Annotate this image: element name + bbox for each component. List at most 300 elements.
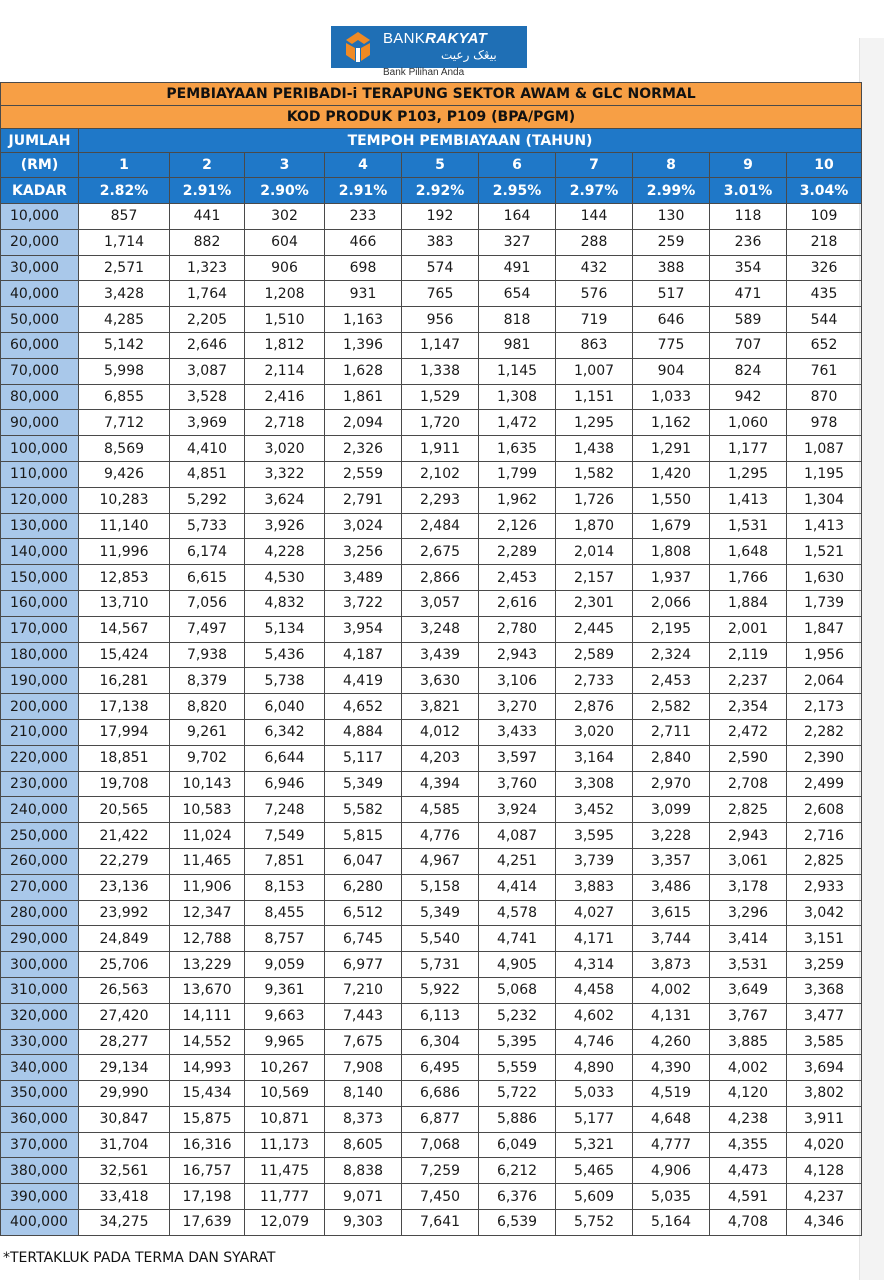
installment-cell: 3,087 — [170, 358, 245, 384]
installment-cell: 2,205 — [170, 307, 245, 333]
installment-cell: 5,177 — [556, 1106, 633, 1132]
table-row — [1, 332, 862, 358]
installment-cell: 1,550 — [633, 487, 710, 513]
installment-cell: 5,321 — [556, 1132, 633, 1158]
installment-cell: 2,293 — [402, 487, 479, 513]
installment-cell: 4,131 — [633, 1003, 710, 1029]
installment-cell: 1,799 — [479, 461, 556, 487]
table-row — [1, 848, 862, 874]
amount-cell: 330,000 — [1, 1029, 79, 1055]
amount-cell: 60,000 — [1, 332, 79, 358]
installment-cell: 11,996 — [79, 539, 170, 565]
bank-name-jawi: بيڠک رعيت — [441, 48, 497, 62]
table-row — [1, 874, 862, 900]
amount-cell: 380,000 — [1, 1158, 79, 1184]
installment-cell: 3,164 — [556, 745, 633, 771]
installment-cell: 3,969 — [170, 410, 245, 436]
installment-cell: 3,649 — [710, 977, 787, 1003]
installment-cell: 4,708 — [710, 1210, 787, 1236]
installment-cell: 2,282 — [787, 719, 862, 745]
installment-cell: 5,232 — [479, 1003, 556, 1029]
installment-cell: 3,106 — [479, 668, 556, 694]
installment-cell: 4,087 — [479, 823, 556, 849]
installment-cell: 354 — [710, 255, 787, 281]
table-row — [1, 1184, 862, 1210]
amount-cell: 250,000 — [1, 823, 79, 849]
installment-cell: 1,338 — [402, 358, 479, 384]
amount-cell: 140,000 — [1, 539, 79, 565]
installment-cell: 3,486 — [633, 874, 710, 900]
installment-cell: 863 — [556, 332, 633, 358]
installment-cell: 14,552 — [170, 1029, 245, 1055]
installment-cell: 27,420 — [79, 1003, 170, 1029]
installment-cell: 3,020 — [556, 719, 633, 745]
installment-cell: 2,066 — [633, 590, 710, 616]
installment-cell: 1,911 — [402, 436, 479, 462]
installment-cell: 8,455 — [245, 900, 325, 926]
bank-name-text: BANKRAKYAT — [383, 30, 488, 47]
installment-cell: 7,259 — [402, 1158, 479, 1184]
installment-cell: 7,549 — [245, 823, 325, 849]
table-row — [1, 204, 862, 230]
installment-cell: 4,776 — [402, 823, 479, 849]
table-row — [1, 410, 862, 436]
installment-cell: 11,024 — [170, 823, 245, 849]
installment-cell: 15,434 — [170, 1081, 245, 1107]
installment-cell: 1,764 — [170, 281, 245, 307]
installment-cell: 7,450 — [402, 1184, 479, 1210]
installment-cell: 26,563 — [79, 977, 170, 1003]
installment-cell: 2,416 — [245, 384, 325, 410]
bank-rakyat-emblem-icon — [343, 31, 373, 63]
installment-cell: 3,228 — [633, 823, 710, 849]
installment-cell: 4,012 — [402, 719, 479, 745]
installment-cell: 5,722 — [479, 1081, 556, 1107]
installment-cell: 10,283 — [79, 487, 170, 513]
rate-cell-5: 2.92% — [402, 178, 479, 204]
installment-cell: 1,766 — [710, 565, 787, 591]
installment-cell: 17,994 — [79, 719, 170, 745]
installment-cell: 4,285 — [79, 307, 170, 333]
installment-cell: 2,195 — [633, 616, 710, 642]
installment-cell: 4,652 — [325, 694, 402, 720]
amount-cell: 240,000 — [1, 797, 79, 823]
installment-cell: 327 — [479, 229, 556, 255]
installment-cell: 1,007 — [556, 358, 633, 384]
installment-cell: 4,578 — [479, 900, 556, 926]
table-row — [1, 1055, 862, 1081]
installment-cell: 4,648 — [633, 1106, 710, 1132]
amount-cell: 160,000 — [1, 590, 79, 616]
installment-cell: 7,851 — [245, 848, 325, 874]
installment-cell: 3,439 — [402, 642, 479, 668]
installment-cell: 3,296 — [710, 900, 787, 926]
installment-cell: 12,788 — [170, 926, 245, 952]
installment-cell: 4,237 — [787, 1184, 862, 1210]
installment-cell: 1,145 — [479, 358, 556, 384]
installment-cell: 4,002 — [633, 977, 710, 1003]
installment-cell: 2,616 — [479, 590, 556, 616]
table-row — [1, 694, 862, 720]
amount-cell: 220,000 — [1, 745, 79, 771]
installment-cell: 5,582 — [325, 797, 402, 823]
installment-cell: 4,746 — [556, 1029, 633, 1055]
installment-cell: 3,760 — [479, 771, 556, 797]
rate-cell-1: 2.82% — [79, 178, 170, 204]
installment-cell: 21,422 — [79, 823, 170, 849]
installment-cell: 23,136 — [79, 874, 170, 900]
installment-cell: 818 — [479, 307, 556, 333]
installment-cell: 432 — [556, 255, 633, 281]
installment-cell: 6,877 — [402, 1106, 479, 1132]
installment-cell: 4,410 — [170, 436, 245, 462]
year-header-1: 1 — [79, 153, 170, 178]
installment-cell: 24,849 — [79, 926, 170, 952]
installment-cell: 11,475 — [245, 1158, 325, 1184]
installment-cell: 2,102 — [402, 461, 479, 487]
installment-cell: 978 — [787, 410, 862, 436]
table-row — [1, 797, 862, 823]
table-row — [1, 255, 862, 281]
table-row — [1, 952, 862, 978]
amount-cell: 20,000 — [1, 229, 79, 255]
installment-cell: 2,445 — [556, 616, 633, 642]
installment-cell: 4,473 — [710, 1158, 787, 1184]
installment-cell: 4,851 — [170, 461, 245, 487]
installment-cell: 652 — [787, 332, 862, 358]
installment-cell: 3,924 — [479, 797, 556, 823]
installment-cell: 383 — [402, 229, 479, 255]
installment-cell: 4,171 — [556, 926, 633, 952]
year-header-6: 6 — [479, 153, 556, 178]
installment-cell: 4,355 — [710, 1132, 787, 1158]
installment-cell: 5,998 — [79, 358, 170, 384]
installment-cell: 236 — [710, 229, 787, 255]
installment-cell: 775 — [633, 332, 710, 358]
installment-cell: 6,539 — [479, 1210, 556, 1236]
rate-cell-10: 3.04% — [787, 178, 862, 204]
installment-cell: 6,376 — [479, 1184, 556, 1210]
installment-cell: 31,704 — [79, 1132, 170, 1158]
installment-cell: 13,670 — [170, 977, 245, 1003]
installment-cell: 6,855 — [79, 384, 170, 410]
rate-cell-8: 2.99% — [633, 178, 710, 204]
installment-cell: 16,757 — [170, 1158, 245, 1184]
amount-cell: 210,000 — [1, 719, 79, 745]
installment-cell: 3,414 — [710, 926, 787, 952]
table-row — [1, 1158, 862, 1184]
installment-cell: 3,433 — [479, 719, 556, 745]
installment-cell: 2,324 — [633, 642, 710, 668]
installment-cell: 5,733 — [170, 513, 245, 539]
installment-cell: 2,646 — [170, 332, 245, 358]
amount-cell: 90,000 — [1, 410, 79, 436]
installment-cell: 10,871 — [245, 1106, 325, 1132]
installment-cell: 5,035 — [633, 1184, 710, 1210]
installment-cell: 6,113 — [402, 1003, 479, 1029]
installment-cell: 8,820 — [170, 694, 245, 720]
installment-cell: 8,757 — [245, 926, 325, 952]
installment-cell: 130 — [633, 204, 710, 230]
installment-cell: 3,821 — [402, 694, 479, 720]
installment-cell: 604 — [245, 229, 325, 255]
installment-cell: 7,056 — [170, 590, 245, 616]
installment-cell: 10,569 — [245, 1081, 325, 1107]
installment-cell: 2,791 — [325, 487, 402, 513]
installment-cell: 3,151 — [787, 926, 862, 952]
installment-cell: 4,120 — [710, 1081, 787, 1107]
installment-cell: 3,042 — [787, 900, 862, 926]
installment-cell: 3,597 — [479, 745, 556, 771]
installment-cell: 2,094 — [325, 410, 402, 436]
installment-cell: 3,489 — [325, 565, 402, 591]
amount-cell: 170,000 — [1, 616, 79, 642]
installment-cell: 2,173 — [787, 694, 862, 720]
table-row — [1, 1081, 862, 1107]
installment-cell: 2,453 — [479, 565, 556, 591]
installment-cell: 3,767 — [710, 1003, 787, 1029]
amount-cell: 10,000 — [1, 204, 79, 230]
installment-cell: 1,861 — [325, 384, 402, 410]
installment-cell: 1,726 — [556, 487, 633, 513]
amount-cell: 100,000 — [1, 436, 79, 462]
installment-cell: 10,267 — [245, 1055, 325, 1081]
installment-cell: 3,926 — [245, 513, 325, 539]
table-row — [1, 1106, 862, 1132]
installment-cell: 2,326 — [325, 436, 402, 462]
installment-cell: 4,390 — [633, 1055, 710, 1081]
installment-cell: 8,838 — [325, 1158, 402, 1184]
bank-tagline: Bank Pilihan Anda — [383, 67, 465, 78]
installment-cell: 8,140 — [325, 1081, 402, 1107]
installment-cell: 654 — [479, 281, 556, 307]
installment-cell: 23,992 — [79, 900, 170, 926]
installment-cell: 3,099 — [633, 797, 710, 823]
installment-cell: 2,866 — [402, 565, 479, 591]
installment-cell: 3,248 — [402, 616, 479, 642]
table-row — [1, 745, 862, 771]
installment-cell: 1,648 — [710, 539, 787, 565]
table-row — [1, 642, 862, 668]
installment-cell: 8,569 — [79, 436, 170, 462]
installment-cell: 6,304 — [402, 1029, 479, 1055]
table-row — [1, 926, 862, 952]
installment-cell: 7,675 — [325, 1029, 402, 1055]
installment-cell: 5,752 — [556, 1210, 633, 1236]
table-row — [1, 1132, 862, 1158]
installment-cell: 302 — [245, 204, 325, 230]
installment-cell: 761 — [787, 358, 862, 384]
scrollbar[interactable] — [859, 38, 884, 1280]
terms-footnote: *TERTAKLUK PADA TERMA DAN SYARAT — [3, 1250, 276, 1266]
installment-cell: 1,177 — [710, 436, 787, 462]
installment-cell: 14,993 — [170, 1055, 245, 1081]
installment-cell: 1,521 — [787, 539, 862, 565]
installment-cell: 1,147 — [402, 332, 479, 358]
installment-cell: 6,047 — [325, 848, 402, 874]
installment-cell: 2,876 — [556, 694, 633, 720]
installment-cell: 3,357 — [633, 848, 710, 874]
installment-cell: 15,875 — [170, 1106, 245, 1132]
installment-cell: 4,602 — [556, 1003, 633, 1029]
year-header-5: 5 — [402, 153, 479, 178]
installment-cell: 707 — [710, 332, 787, 358]
installment-cell: 6,040 — [245, 694, 325, 720]
table-row — [1, 1210, 862, 1236]
table-row — [1, 461, 862, 487]
installment-cell: 5,731 — [402, 952, 479, 978]
installment-cell: 3,428 — [79, 281, 170, 307]
installment-cell: 544 — [787, 307, 862, 333]
installment-cell: 6,342 — [245, 719, 325, 745]
year-header-3: 3 — [245, 153, 325, 178]
installment-cell: 22,279 — [79, 848, 170, 874]
installment-cell: 2,114 — [245, 358, 325, 384]
installment-cell: 435 — [787, 281, 862, 307]
installment-cell: 15,424 — [79, 642, 170, 668]
installment-cell: 1,208 — [245, 281, 325, 307]
installment-cell: 3,259 — [787, 952, 862, 978]
installment-cell: 5,292 — [170, 487, 245, 513]
table-row — [1, 307, 862, 333]
installment-cell: 8,605 — [325, 1132, 402, 1158]
installment-cell: 1,413 — [787, 513, 862, 539]
installment-cell: 7,210 — [325, 977, 402, 1003]
installment-cell: 1,060 — [710, 410, 787, 436]
amount-cell: 340,000 — [1, 1055, 79, 1081]
installment-cell: 491 — [479, 255, 556, 281]
installment-cell: 4,884 — [325, 719, 402, 745]
amount-cell: 390,000 — [1, 1184, 79, 1210]
amount-cell: 40,000 — [1, 281, 79, 307]
amount-cell: 350,000 — [1, 1081, 79, 1107]
installment-cell: 1,937 — [633, 565, 710, 591]
installment-cell: 1,679 — [633, 513, 710, 539]
installment-cell: 904 — [633, 358, 710, 384]
installment-cell: 5,886 — [479, 1106, 556, 1132]
installment-cell: 2,716 — [787, 823, 862, 849]
installment-cell: 6,977 — [325, 952, 402, 978]
installment-cell: 13,229 — [170, 952, 245, 978]
installment-cell: 259 — [633, 229, 710, 255]
installment-cell: 2,484 — [402, 513, 479, 539]
installment-cell: 12,079 — [245, 1210, 325, 1236]
installment-cell: 3,630 — [402, 668, 479, 694]
installment-cell: 6,512 — [325, 900, 402, 926]
installment-cell: 6,280 — [325, 874, 402, 900]
installment-cell: 19,708 — [79, 771, 170, 797]
installment-cell: 9,663 — [245, 1003, 325, 1029]
installment-cell: 4,890 — [556, 1055, 633, 1081]
installment-cell: 5,349 — [325, 771, 402, 797]
amount-cell: 120,000 — [1, 487, 79, 513]
table-row — [1, 539, 862, 565]
installment-cell: 1,162 — [633, 410, 710, 436]
amount-cell: 370,000 — [1, 1132, 79, 1158]
installment-cell: 6,174 — [170, 539, 245, 565]
installment-cell: 1,812 — [245, 332, 325, 358]
installment-cell: 4,832 — [245, 590, 325, 616]
installment-cell: 3,911 — [787, 1106, 862, 1132]
installment-cell: 3,624 — [245, 487, 325, 513]
installment-cell: 6,644 — [245, 745, 325, 771]
installment-cell: 1,151 — [556, 384, 633, 410]
installment-cell: 9,965 — [245, 1029, 325, 1055]
installment-cell: 3,531 — [710, 952, 787, 978]
installment-cell: 388 — [633, 255, 710, 281]
installment-cell: 3,739 — [556, 848, 633, 874]
installment-cell: 5,349 — [402, 900, 479, 926]
installment-cell: 2,943 — [710, 823, 787, 849]
installment-cell: 5,142 — [79, 332, 170, 358]
tenure-header: TEMPOH PEMBIAYAAN (TAHUN) — [79, 129, 862, 153]
installment-cell: 5,164 — [633, 1210, 710, 1236]
installment-cell: 2,675 — [402, 539, 479, 565]
installment-cell: 2,001 — [710, 616, 787, 642]
installment-cell: 1,870 — [556, 513, 633, 539]
installment-cell: 28,277 — [79, 1029, 170, 1055]
table-row — [1, 384, 862, 410]
installment-cell: 10,143 — [170, 771, 245, 797]
amount-cell: 30,000 — [1, 255, 79, 281]
installment-cell: 29,990 — [79, 1081, 170, 1107]
table-title: PEMBIAYAAN PERIBADI-i TERAPUNG SEKTOR AWAM & GLC NORMAL — [1, 83, 862, 106]
installment-cell: 3,802 — [787, 1081, 862, 1107]
installment-cell: 1,531 — [710, 513, 787, 539]
amount-cell: 130,000 — [1, 513, 79, 539]
installment-cell: 1,087 — [787, 436, 862, 462]
installment-cell: 2,301 — [556, 590, 633, 616]
installment-cell: 11,140 — [79, 513, 170, 539]
installment-cell: 5,117 — [325, 745, 402, 771]
installment-cell: 233 — [325, 204, 402, 230]
installment-cell: 192 — [402, 204, 479, 230]
installment-cell: 824 — [710, 358, 787, 384]
installment-cell: 34,275 — [79, 1210, 170, 1236]
installment-cell: 9,702 — [170, 745, 245, 771]
installment-cell: 3,477 — [787, 1003, 862, 1029]
installment-cell: 109 — [787, 204, 862, 230]
installment-cell: 2,119 — [710, 642, 787, 668]
installment-cell: 6,495 — [402, 1055, 479, 1081]
installment-cell: 1,630 — [787, 565, 862, 591]
amount-cell: 200,000 — [1, 694, 79, 720]
amount-header: JUMLAH — [1, 129, 79, 153]
installment-cell: 3,954 — [325, 616, 402, 642]
installment-cell: 9,059 — [245, 952, 325, 978]
installment-cell: 1,308 — [479, 384, 556, 410]
installment-cell: 14,111 — [170, 1003, 245, 1029]
installment-cell: 3,615 — [633, 900, 710, 926]
installment-cell: 3,585 — [787, 1029, 862, 1055]
installment-cell: 2,157 — [556, 565, 633, 591]
installment-cell: 3,061 — [710, 848, 787, 874]
installment-cell: 4,187 — [325, 642, 402, 668]
installment-cell: 1,472 — [479, 410, 556, 436]
installment-cell: 3,452 — [556, 797, 633, 823]
installment-cell: 2,733 — [556, 668, 633, 694]
installment-cell: 12,853 — [79, 565, 170, 591]
installment-cell: 4,530 — [245, 565, 325, 591]
installment-cell: 4,260 — [633, 1029, 710, 1055]
installment-cell: 4,585 — [402, 797, 479, 823]
financing-rate-table — [0, 82, 862, 1236]
installment-cell: 3,883 — [556, 874, 633, 900]
installment-cell: 2,499 — [787, 771, 862, 797]
installment-cell: 2,933 — [787, 874, 862, 900]
installment-cell: 6,615 — [170, 565, 245, 591]
installment-cell: 9,361 — [245, 977, 325, 1003]
